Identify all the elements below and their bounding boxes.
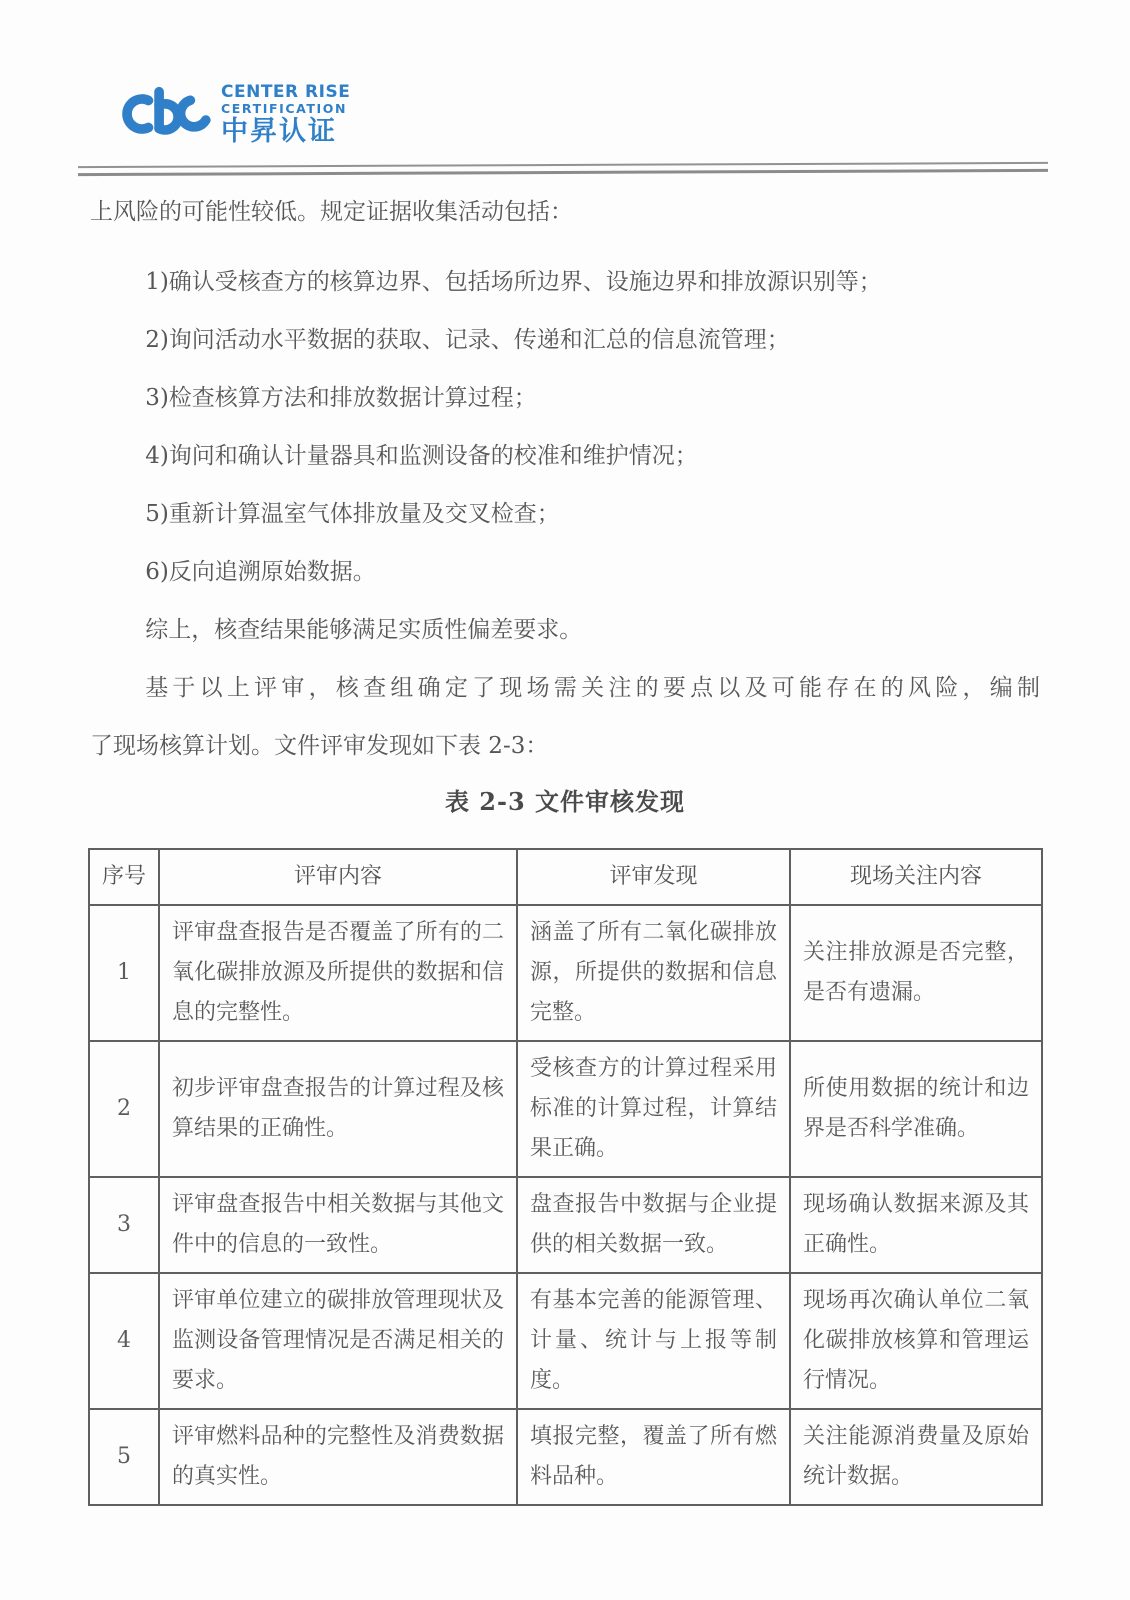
list-item-6: 6)反向追溯原始数据。 bbox=[145, 559, 376, 585]
cell-review-finding: 受核查方的计算过程采用标准的计算过程，计算结果正确。 bbox=[517, 1041, 790, 1177]
cell-site-focus: 现场确认数据来源及其正确性。 bbox=[790, 1177, 1042, 1273]
column-header-focus: 现场关注内容 bbox=[790, 849, 1042, 905]
cell-site-focus: 关注排放源是否完整，是否有遗漏。 bbox=[790, 905, 1042, 1041]
paragraph: 了现场核算计划。文件评审发现如下表 2-3： bbox=[90, 733, 549, 759]
cell-site-focus: 关注能源消费量及原始统计数据。 bbox=[790, 1409, 1042, 1505]
table-row bbox=[89, 1177, 1042, 1273]
cell-review-finding: 有基本完善的能源管理、计量、统计与上报等制度。 bbox=[517, 1273, 790, 1409]
list-item-2: 2)询问活动水平数据的获取、记录、传递和汇总的信息流管理； bbox=[145, 327, 790, 353]
list-item-3: 3)检查核算方法和排放数据计算过程； bbox=[145, 385, 537, 411]
list-item-1: 1)确认受核查方的核算边界、包括场所边界、设施边界和排放源识别等； bbox=[145, 269, 882, 295]
table-row bbox=[89, 1273, 1042, 1409]
cell-review-content: 评审燃料品种的完整性及消费数据的真实性。 bbox=[159, 1409, 517, 1505]
paragraph: 基于以上评审，核查组确定了现场需关注的要点以及可能存在的风险，编制 bbox=[145, 675, 1040, 701]
logo-text bbox=[221, 84, 350, 145]
cell-number: 3 bbox=[89, 1177, 159, 1273]
table-row bbox=[89, 1041, 1042, 1177]
paragraph: 综上，核查结果能够满足实质性偏差要求。 bbox=[145, 617, 583, 643]
cell-review-content: 初步评审盘查报告的计算过程及核算结果的正确性。 bbox=[159, 1041, 517, 1177]
cell-review-finding: 填报完整，覆盖了所有燃料品种。 bbox=[517, 1409, 790, 1505]
logo-line3: 中昇认证 bbox=[221, 115, 337, 147]
list-item-5: 5)重新计算温室气体排放量及交叉检查； bbox=[145, 501, 560, 527]
header-divider bbox=[78, 162, 1048, 176]
table-header-row bbox=[89, 849, 1042, 905]
logo-line1: CENTER RISE bbox=[221, 82, 351, 102]
crc-logo bbox=[112, 84, 350, 145]
crc-monogram-icon bbox=[112, 85, 212, 143]
column-header-content: 评审内容 bbox=[159, 849, 517, 905]
table-row bbox=[89, 905, 1042, 1041]
cell-review-content: 评审单位建立的碳排放管理现状及监测设备管理情况是否满足相关的要求。 bbox=[159, 1273, 517, 1409]
cell-review-finding: 盘查报告中数据与企业提供的相关数据一致。 bbox=[517, 1177, 790, 1273]
logo-line2: CERTIFICATION bbox=[221, 101, 348, 116]
column-header-number: 序号 bbox=[89, 849, 159, 905]
cell-number: 5 bbox=[89, 1409, 159, 1505]
table-title: 表 2-3 文件审核发现 bbox=[444, 787, 686, 816]
cell-site-focus: 所使用数据的统计和边界是否科学准确。 bbox=[790, 1041, 1042, 1177]
document-body bbox=[90, 183, 1040, 775]
cell-review-finding: 涵盖了所有二氧化碳排放源，所提供的数据和信息完整。 bbox=[517, 905, 790, 1041]
cell-number: 2 bbox=[89, 1041, 159, 1177]
paragraph: 上风险的可能性较低。规定证据收集活动包括： bbox=[90, 199, 573, 225]
table-row bbox=[89, 1409, 1042, 1505]
cell-site-focus: 现场再次确认单位二氧化碳排放核算和管理运行情况。 bbox=[790, 1273, 1042, 1409]
cell-review-content: 评审盘查报告是否覆盖了所有的二氧化碳排放源及所提供的数据和信息的完整性。 bbox=[159, 905, 517, 1041]
column-header-finding: 评审发现 bbox=[517, 849, 790, 905]
list-item-4: 4)询问和确认计量器具和监测设备的校准和维护情况； bbox=[145, 443, 698, 469]
cell-number: 4 bbox=[89, 1273, 159, 1409]
cell-review-content: 评审盘查报告中相关数据与其他文件中的信息的一致性。 bbox=[159, 1177, 517, 1273]
document-review-table bbox=[88, 848, 1043, 1506]
cell-number: 1 bbox=[89, 905, 159, 1041]
